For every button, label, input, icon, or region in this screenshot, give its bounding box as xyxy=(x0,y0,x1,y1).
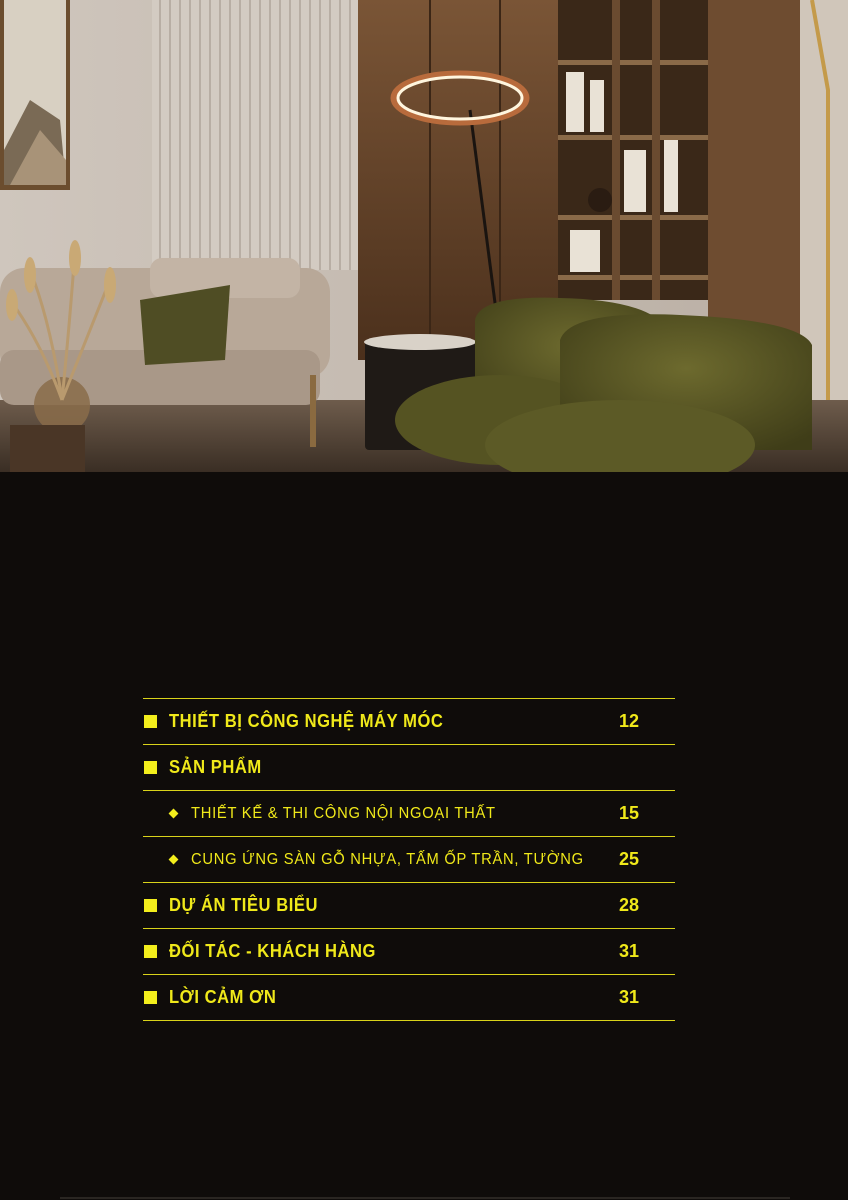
square-bullet-icon xyxy=(144,715,157,728)
bottom-divider xyxy=(60,1197,790,1199)
toc-item-page: 28 xyxy=(618,895,639,915)
diamond-bullet-icon xyxy=(169,809,179,819)
toc-subitem-cung-ung[interactable] xyxy=(143,837,675,883)
toc-item-label: THIẾT KẾ & THI CÔNG NỘI NGOẠI THẤT xyxy=(191,804,496,822)
square-bullet-icon xyxy=(144,899,157,912)
toc-item-label: CUNG ỨNG SÀN GỖ NHỰA, TẤM ỐP TRẦN, TƯỜNG xyxy=(191,850,584,868)
toc-item-page: 31 xyxy=(618,941,639,961)
toc-item-label: LỜI CẢM ƠN xyxy=(169,987,277,1007)
square-bullet-icon xyxy=(144,761,157,774)
toc-item-loi-cam-on[interactable] xyxy=(143,975,675,1021)
toc-item-label: DỰ ÁN TIÊU BIỂU xyxy=(169,895,318,915)
toc-item-page: 15 xyxy=(618,803,639,823)
square-bullet-icon xyxy=(144,945,157,958)
living-room-illustration xyxy=(0,0,848,472)
toc-item-doi-tac[interactable] xyxy=(143,929,675,975)
toc-item-label: THIẾT BỊ CÔNG NGHỆ MÁY MÓC xyxy=(169,711,444,731)
toc-item-page: 25 xyxy=(618,849,639,869)
table-of-contents xyxy=(143,698,675,1021)
toc-item-thiet-bi[interactable] xyxy=(143,699,675,745)
toc-item-san-pham[interactable] xyxy=(143,745,675,791)
square-bullet-icon xyxy=(144,991,157,1004)
toc-item-label: ĐỐI TÁC - KHÁCH HÀNG xyxy=(169,941,376,961)
diamond-bullet-icon xyxy=(169,855,179,865)
toc-item-page: 31 xyxy=(618,987,639,1007)
toc-item-du-an[interactable] xyxy=(143,883,675,929)
toc-item-page: 12 xyxy=(618,711,639,731)
hero-interior-photo xyxy=(0,0,848,472)
toc-item-label: SẢN PHẨM xyxy=(169,757,262,777)
toc-subitem-thiet-ke[interactable] xyxy=(143,791,675,837)
